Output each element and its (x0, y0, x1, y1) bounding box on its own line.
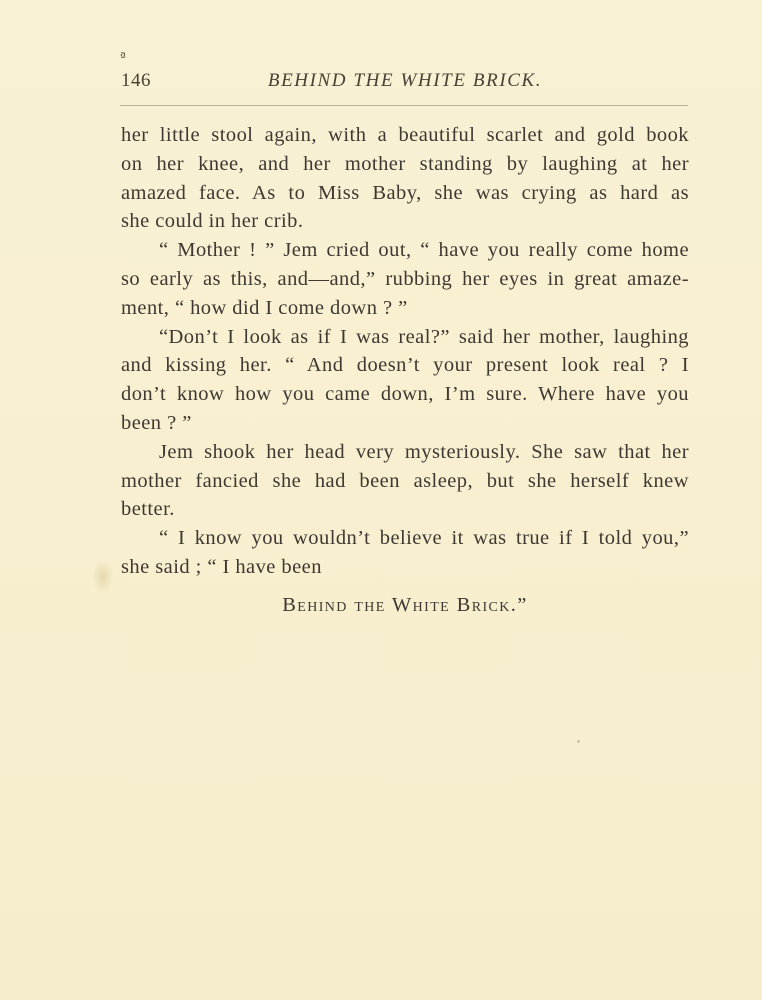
running-head: BEHIND THE WHITE BRICK. (267, 70, 543, 91)
closing-title: Behind the White Brick.” (282, 594, 528, 616)
printer-mark: ª (120, 50, 126, 64)
text-line: been ? ” (121, 411, 192, 434)
text-line: and kissing her. “ And doesn’t your present look real ? I (121, 354, 689, 377)
text-line: “ I know you wouldn’t believe it was true if I told you,” (159, 527, 689, 550)
page-number: 146 (121, 70, 151, 91)
paragraph-4 (121, 438, 689, 524)
text-line: she said ; “ I have been (121, 555, 322, 578)
text-line: ment, “ how did I come down ? ” (121, 296, 408, 319)
header-rule (120, 105, 688, 106)
text-line: “ Mother ! ” Jem cried out, “ have you really come home (159, 239, 689, 262)
text-line: amazed face. As to Miss Baby, she was crying as hard as (121, 181, 689, 204)
text-line: on her knee, and her mother standing by laughing at her (121, 152, 689, 175)
paper-speck (577, 740, 580, 743)
text-line: don’t know how you came down, I’m sure. Where have you (121, 383, 689, 406)
body-text (121, 121, 689, 582)
paragraph-2 (121, 236, 689, 322)
text-line: she could in her crib. (121, 210, 304, 233)
text-line: “Don’t I look as if I was real?” said her mother, laughing (159, 325, 689, 348)
paragraph-5 (121, 524, 689, 582)
text-line: her little stool again, with a beautiful scarlet and gold book (121, 124, 689, 146)
text-line: mother fancied she had been asleep, but she herself knew (121, 469, 689, 492)
paragraph-1 (121, 121, 689, 236)
text-line: better. (121, 498, 175, 521)
text-line: Jem shook her head very mysteriously. She saw that her (159, 440, 689, 463)
paper-smudge (92, 560, 114, 594)
paragraph-3 (121, 323, 689, 438)
text-line: so early as this, and—and,” rubbing her eyes in great amaze- (121, 267, 689, 290)
